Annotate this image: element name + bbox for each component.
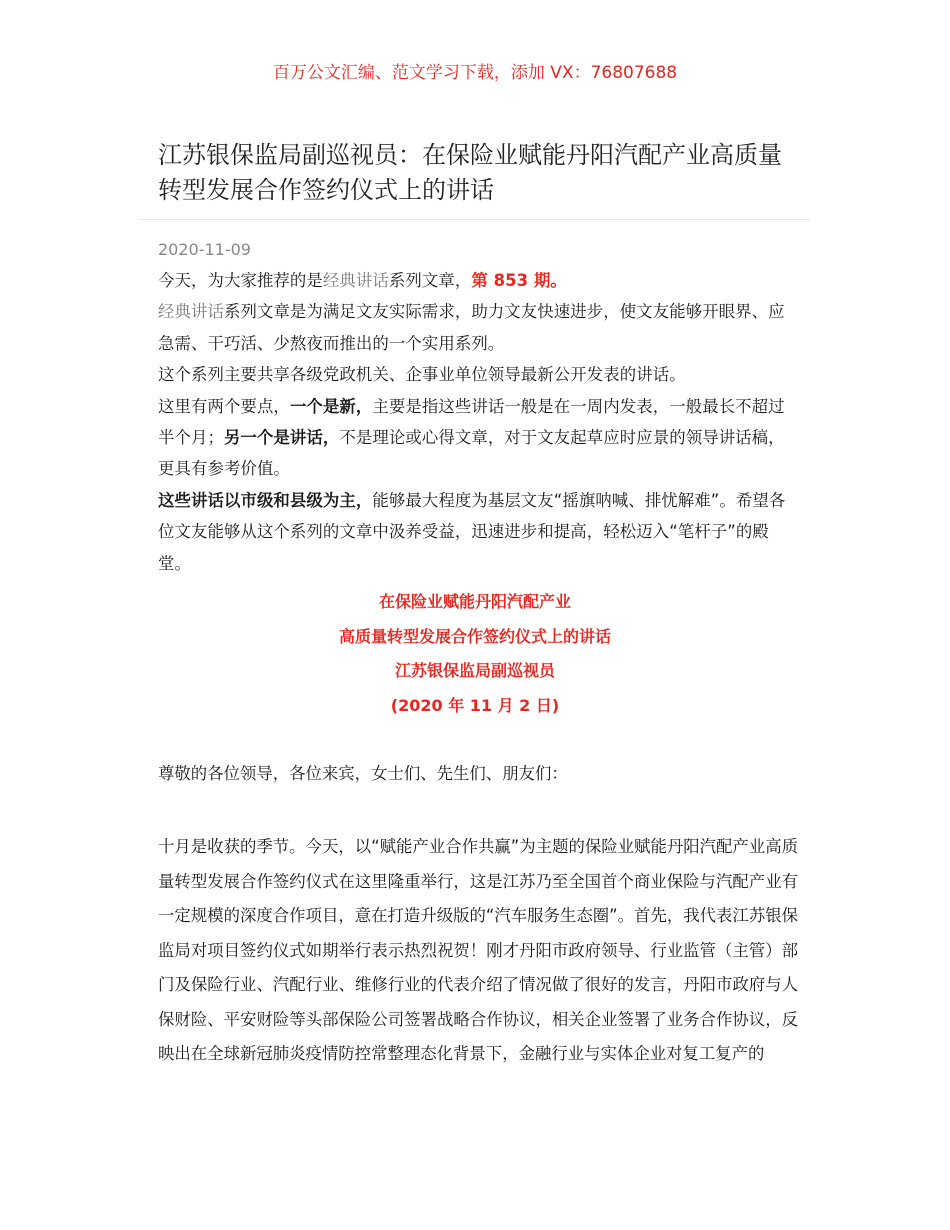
intro-line-4: 这里有两个要点，一个是新，主要是指这些讲话一般是在一周内发表，一般最长不超过半个月；另一个是讲话，不是理论或心得文章，对于文友起草应时应景的领导讲话稿，更具有参考价值。: [158, 396, 785, 479]
speech-date: (2020 年 11 月 2 日): [390, 695, 560, 715]
issue-number: 第 853 期。: [471, 271, 567, 290]
series-name: 经典讲话: [158, 302, 224, 322]
intro-line-1: 今天，为大家推荐的是经典讲话系列文章，第 853 期。: [158, 271, 567, 290]
speech-title-line-1: 在保险业赋能丹阳汽配产业: [378, 592, 571, 611]
speech-heading: [0, 585, 950, 723]
speech-title-line-2: 高质量转型发展合作签约仪式上的讲话: [338, 626, 611, 646]
title-divider: [140, 219, 810, 220]
intro-line-2: 经典讲话系列文章是为满足文友实际需求，助力文友快速进步，使文友能够开眼界、应急需、干巧活、少熬夜而推出的一个实用系列。: [158, 302, 785, 353]
greeting: 尊敬的各位领导，各位来宾，女士们、先生们、朋友们：: [158, 764, 568, 783]
speech-paragraph: 十月是收获的季节。今天，以“赋能产业合作共赢”为主题的保险业赋能丹阳汽配产业高质量转型发展合作签约仪式在这里隆重举行，这是江苏乃至全国首个商业保险与汽配产业有一定规模的深度合作项目，意在打造升级版的“汽车服务生态圈”。首先，我代表江苏银保监局对项目签约仪式如期举行表示热烈祝贺！刚才丹阳市政府领导、行业监管（主管）部门及保险行业、汽配行业、维修行业的代表介绍了情况做了很好的发言，丹阳市政府与人保财险、平安财险等头部保险公司签署战略合作协议，相关企业签署了业务合作协议，反映出在全球新冠肺炎疫情防控常整理态化背景下，金融行业与实体企业对复工复产的: [158, 837, 798, 1063]
series-name: 经典讲话: [322, 271, 389, 290]
promo-banner: 百万公文汇编、范文学习下载，添加 VX：76807688: [272, 63, 678, 83]
article-title: 江苏银保监局副巡视员：在保险业赋能丹阳汽配产业高质量转型发展合作签约仪式上的讲话: [158, 141, 782, 204]
intro-line-3: 这个系列主要共享各级党政机关、企事业单位领导最新公开发表的讲话。: [158, 365, 686, 385]
speech-speaker: 江苏银保监局副巡视员: [394, 661, 555, 680]
intro-section: [158, 265, 798, 579]
intro-line-5: 这些讲话以市级和县级为主，能够最大程度为基层文友“摇旗呐喊、排忧解难”。希望各位文友能够从这个系列的文章中汲养受益，迅速进步和提高，轻松迈入“笔杆子”的殿堂。: [158, 490, 786, 573]
publish-date: 2020-11-09: [158, 240, 251, 259]
